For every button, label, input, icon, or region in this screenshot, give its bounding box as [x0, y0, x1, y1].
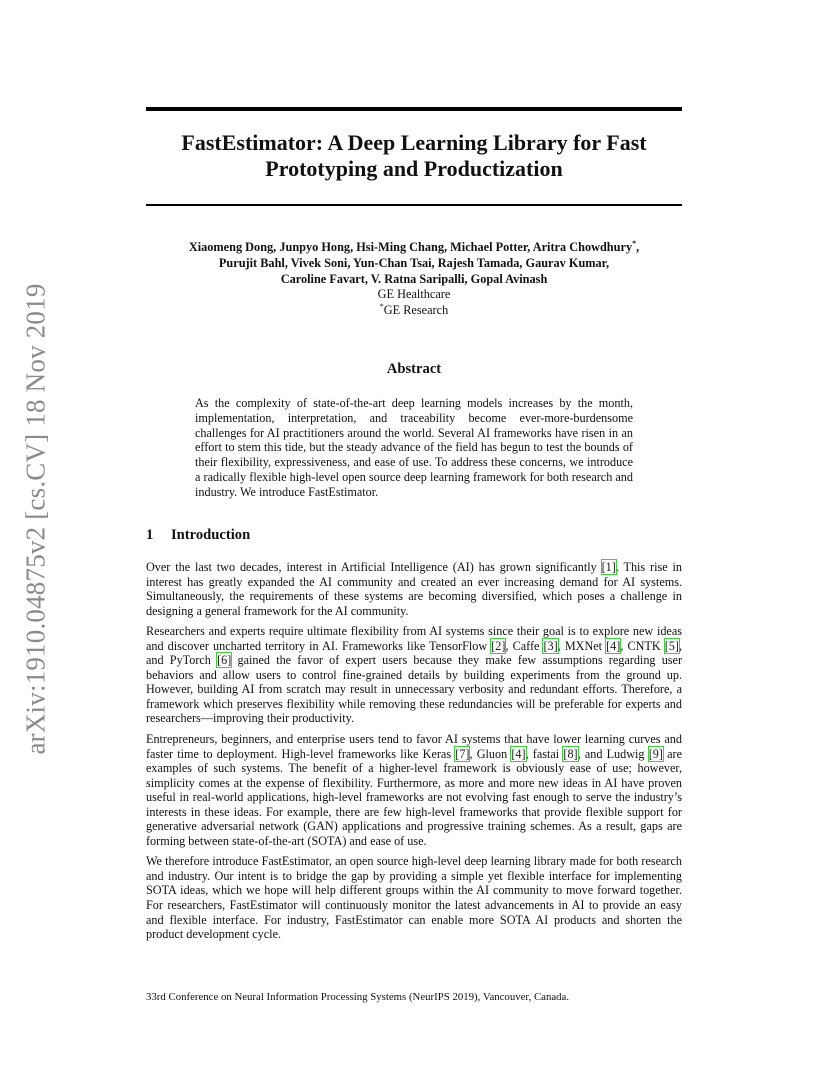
author-line-1-end: ,	[636, 240, 640, 254]
paragraph-2	[146, 624, 682, 726]
affiliation-ge-healthcare: GE Healthcare	[377, 287, 451, 302]
section-number: 1	[146, 527, 154, 543]
author-line-2: Purujit Bahl, Vivek Soni, Yun-Chan Tsai, Rajesh Tamada, Gaurav Kumar,	[218, 255, 610, 270]
paragraph-1-text-b: . This rise in interest has greatly expanded the AI community and created an ever increasing demand for AI systems. Simultaneously, the requirements of these systems are becoming diversified, which poses a challenge in designing a general framework for the AI community.	[146, 560, 683, 618]
title-top-rule	[146, 107, 682, 111]
paragraph-3-text-a: Entrepreneurs, beginners, and enterprise users tend to favor AI systems that have lower learning curves and faster time to deployment. High-level frameworks like Keras	[146, 732, 682, 761]
paragraph-4: We therefore introduce FastEstimator, an open source high-level deep learning library made for both research and industry. Our intent is to bridge the gap by providing a simple yet flexible interface for implementing SOTA ideas, which we hope will help different groups within the AI community to move forward together. For researchers, FastEstimator will continuously monitor the latest advancements in AI to provide an easy and flexible interface. For industry, FastEstimator can enable more SOTA AI products and shorten the product development cycle.	[146, 854, 682, 942]
paragraph-2-text-c: , MXNet	[557, 638, 607, 653]
title-bottom-rule	[146, 204, 682, 206]
citation-link-8[interactable]: [8]	[563, 746, 578, 761]
citation-link-5[interactable]: [5]	[664, 638, 679, 653]
title-line-2: Prototyping and Productization	[265, 156, 563, 181]
citation-link-4b[interactable]: [4]	[511, 746, 526, 761]
arxiv-identifier-stamp: arXiv:1910.04875v2 [cs.CV] 18 Nov 2019	[20, 283, 51, 755]
paragraph-3	[146, 732, 682, 848]
author-line-1	[146, 240, 682, 256]
author-line-3: Caroline Favart, V. Ratna Saripalli, Gopal Avinash	[280, 271, 548, 286]
paragraph-3-text-b: , Gluon	[469, 746, 512, 761]
citation-link-2[interactable]: [2]	[491, 638, 506, 653]
citation-link-9[interactable]: [9]	[648, 746, 663, 761]
affiliation-mark: *	[379, 302, 384, 312]
introduction-body	[146, 560, 682, 948]
citation-link-6[interactable]: [6]	[217, 653, 232, 668]
paragraph-2-text-d: , CNTK	[620, 638, 665, 653]
paragraph-1	[146, 560, 682, 618]
citation-link-1[interactable]: [1]	[601, 560, 616, 574]
citation-link-3[interactable]: [3]	[543, 638, 558, 653]
paragraph-3-text-c: , fastai	[525, 746, 564, 761]
paragraph-2-text-e: , and PyTorch	[146, 638, 682, 668]
paragraph-2-text-a: Researchers and experts require ultimate flexibility from AI systems since their goal is to explore new ideas and discover uncharted territory in AI. Frameworks like TensorFlow	[146, 624, 682, 653]
author-names-1: Xiaomeng Dong, Junpyo Hong, Hsi-Ming Chang, Michael Potter, Aritra Chowdhury	[188, 240, 633, 254]
section-title: Introduction	[171, 527, 251, 543]
abstract-text: As the complexity of state-of-the-art deep learning models increases by the month, implementation, interpretation, and traceability become ever-more-burdensome challenges for AI practitioners around the world. Several AI frameworks have risen in an effort to stem this tide, but the steady advance of the field has begun to test the bounds of their flexibility, expressiveness, and ease of use. To address these concerns, we introduce a radically flexible high-level open source deep learning framework for both research and industry. We introduce FastEstimator.	[195, 396, 633, 499]
conference-footer: 33rd Conference on Neural Information Processing Systems (NeurIPS 2019), Vancouver, Canada.	[146, 991, 570, 1003]
author-affiliation-mark: *	[632, 239, 637, 248]
paragraph-3-text-d: , and Ludwig	[577, 746, 649, 761]
affiliation-ge-research-text: GE Research	[383, 303, 449, 318]
title-line-1: FastEstimator: A Deep Learning Library for Fast	[181, 130, 647, 155]
section-heading-introduction	[146, 526, 250, 544]
citation-link-7[interactable]: [7]	[455, 746, 470, 761]
citation-link-4[interactable]: [4]	[606, 638, 621, 653]
paper-title	[146, 130, 682, 182]
paragraph-2-text-f: gained the favor of expert users because they make few assumptions regarding user behaviors and allow users to control fine-grained details by building experiments from the ground up. However, building AI from scratch may result in unnecessary verbosity and redundant efforts. Therefore, a framework which preserves flexibility while removing these redundancies will be preferable for experts and researchers—improving their productivity.	[146, 653, 682, 726]
author-block	[146, 240, 682, 319]
abstract-heading: Abstract	[386, 361, 442, 377]
affiliation-ge-research	[146, 303, 682, 319]
paragraph-3-text-e: are examples of such systems. The benefit of a higher-level framework is obviously ease of use; however, simplicity comes at the expense of flexibility. Furthermore, as more and more new ideas in AI have proven useful in real-world applications, high-level frameworks are not evolving fast enough to serve the industry’s interests in these ideas. For example, there are few high-level frameworks that provide flexible support for generative adversarial network (GAN) applications and progressive training schemes. As a result, gaps are forming between state-of-the-art (SOTA) and ease of use.	[146, 746, 682, 848]
paragraph-2-text-b: , Caffe	[505, 638, 544, 653]
paragraph-1-text-a: Over the last two decades, interest in Artificial Intelligence (AI) has grown significantly	[146, 560, 602, 574]
